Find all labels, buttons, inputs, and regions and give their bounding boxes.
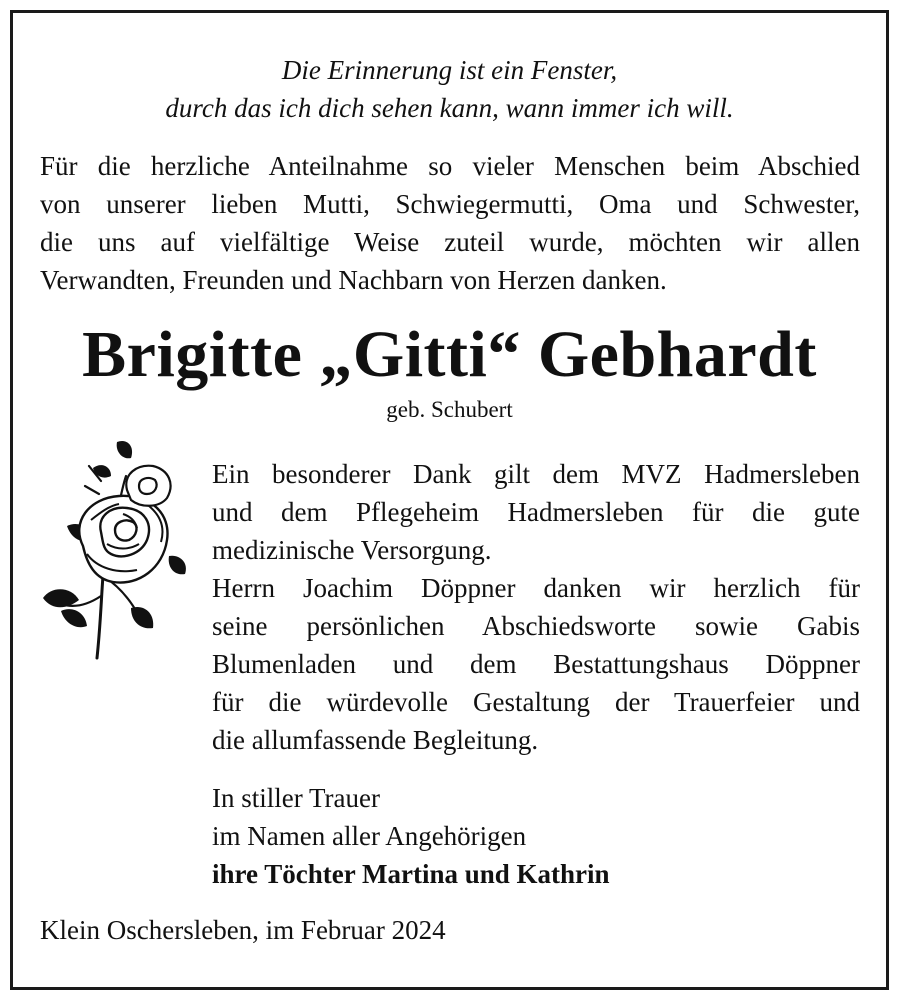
intro-line: von unserer lieben Mutti, Schwiegermutti, Oma und Schwester, (40, 189, 860, 219)
intro-line: Für die herzliche Anteilnahme so vieler Menschen beim Abschied (40, 151, 860, 181)
thanks-line: seine persönlichen Abschiedsworte sowie Gabis (212, 611, 860, 641)
signature-names: ihre Töchter Martina und Kathrin (212, 859, 610, 889)
signature-line: In stiller Trauer (212, 783, 380, 813)
motto-line-1: Die Erinnerung ist ein Fenster, (281, 55, 618, 85)
thanks-line: Ein besonderer Dank gilt dem MVZ Hadmersleben (212, 459, 860, 489)
thanks-line: die allumfassende Begleitung. (212, 725, 539, 755)
thanks-line: und dem Pflegeheim Hadmersleben für die gute (212, 497, 860, 527)
obituary-frame (10, 10, 889, 990)
intro-text (40, 147, 860, 299)
thanks-line: medizinische Versorgung. (212, 535, 492, 565)
thanks-line: Blumenladen und dem Bestattungshaus Döppner (212, 649, 860, 679)
thanks-line: Herrn Joachim Döppner danken wir herzlich für (212, 573, 860, 603)
signature-block (212, 779, 610, 893)
signature-line: im Namen aller Angehörigen (212, 821, 527, 851)
intro-line: die uns auf vielfältige Weise zuteil wurde, möchten wir allen (40, 227, 860, 257)
motto (13, 51, 886, 127)
motto-line-2: durch das ich dich sehen kann, wann immer ich will. (165, 93, 734, 123)
rose-icon (31, 436, 196, 661)
thanks-line: für die würdevolle Gestaltung der Trauerfeier und (212, 687, 860, 717)
thanks-text (212, 455, 860, 759)
place-date: Klein Oschersleben, im Februar 2024 (40, 915, 446, 945)
intro-line: Verwandten, Freunden und Nachbarn von Herzen danken. (40, 265, 667, 295)
birth-name: geb. Schubert (386, 397, 513, 422)
deceased-name: Brigitte „Gitti“ Gebhardt (82, 318, 817, 391)
